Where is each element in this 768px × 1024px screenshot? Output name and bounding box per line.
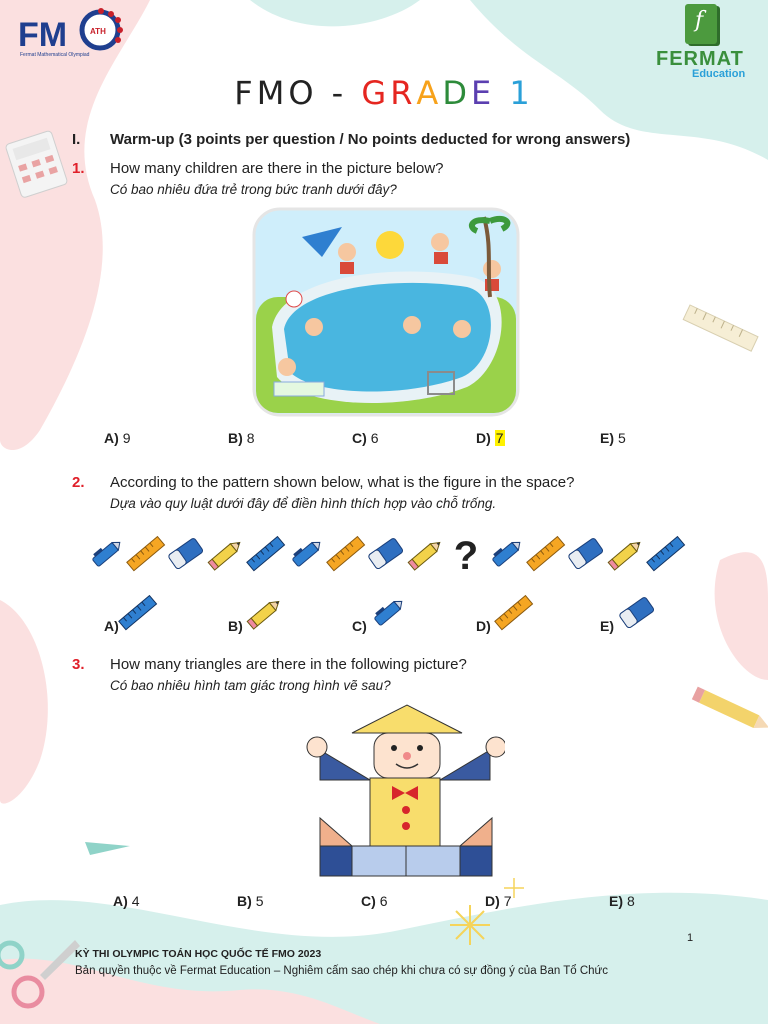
robot-figure xyxy=(300,700,505,880)
q3-option-b[interactable]: B) 5 xyxy=(237,893,264,909)
svg-text:FM: FM xyxy=(18,16,68,54)
pencil-icon xyxy=(245,593,285,633)
title-grade-letter: A xyxy=(416,74,443,112)
ruler-icon xyxy=(494,593,534,633)
fmo-logo xyxy=(18,6,128,62)
q2-option-c[interactable]: C) xyxy=(352,618,367,634)
fmo-tagline: Fermat Mathematical Olympiad xyxy=(20,52,90,58)
ruler-blue-icon xyxy=(246,534,286,574)
question-1-number: 1. xyxy=(72,160,85,177)
ruler-icon xyxy=(126,534,166,574)
question-mark: ? xyxy=(453,534,479,578)
section-title: Warm-up (3 points per question / No points deducted for wrong answers) xyxy=(110,131,631,148)
q2-option-d[interactable]: D) xyxy=(476,618,491,634)
title-grade-letter: E xyxy=(470,74,496,112)
footer-copyright: Bản quyền thuộc về Fermat Education – Nghiêm cấm sao chép khi chưa có sự đồng ý của Ban Tổ Chức xyxy=(75,965,609,977)
footer-title: KỲ THI OLYMPIC TOÁN HỌC QUỐC TẾ FMO 2023 xyxy=(75,948,322,960)
q3-option-e[interactable]: E) 8 xyxy=(609,893,635,909)
q1-option-c[interactable]: C) 6 xyxy=(352,430,379,446)
q2-option-b[interactable]: B) xyxy=(228,618,243,634)
question-3-text: How many triangles are there in the following picture? xyxy=(110,656,467,673)
ruler-blue-icon xyxy=(646,534,686,574)
q1-option-b[interactable]: B) 8 xyxy=(228,430,255,446)
question-1-text: How many children are there in the picture below? xyxy=(110,160,444,177)
q2-option-a[interactable]: A) xyxy=(104,618,119,634)
page-number: 1 xyxy=(687,932,694,944)
title-grade-letter xyxy=(495,74,509,112)
pencil-icon xyxy=(406,534,446,574)
title-grade-letter: D xyxy=(442,74,471,112)
page-title xyxy=(0,74,768,112)
title-grade-letter: 1 xyxy=(509,74,534,112)
ruler-icon xyxy=(526,534,566,574)
title-grade xyxy=(361,74,533,112)
eraser-icon xyxy=(166,534,206,574)
q3-option-d[interactable]: D) 7 xyxy=(485,893,512,909)
pattern-row xyxy=(86,528,686,584)
q2-option-e[interactable]: E) xyxy=(600,618,614,634)
question-3-number: 3. xyxy=(72,656,85,673)
question-3-vi: Có bao nhiêu hình tam giác trong hình vẽ sau? xyxy=(110,678,391,693)
title-grade-letter: R xyxy=(390,74,417,112)
fermat-name: FERMAT xyxy=(656,48,744,70)
highlighted-answer: 7 xyxy=(495,430,504,446)
ruler-blue-icon xyxy=(118,593,158,633)
pen-icon xyxy=(286,534,326,574)
q3-option-a[interactable]: A) 4 xyxy=(113,893,140,909)
q3-option-c[interactable]: C) 6 xyxy=(361,893,388,909)
pen-icon xyxy=(486,534,526,574)
q1-option-a[interactable]: A) 9 xyxy=(104,430,131,446)
question-2-number: 2. xyxy=(72,474,85,491)
fermat-book-icon: f xyxy=(685,4,717,44)
eraser-icon xyxy=(566,534,606,574)
pool-picture xyxy=(252,207,520,417)
question-2-vi: Dựa vào quy luật dưới đây để điền hình thích hợp vào chỗ trống. xyxy=(110,496,497,511)
pencil-icon xyxy=(206,534,246,574)
eraser-icon xyxy=(366,534,406,574)
question-1-vi: Có bao nhiêu đứa trẻ trong bức tranh dưới đây? xyxy=(110,182,397,197)
pen-icon xyxy=(368,593,408,633)
section-number: I. xyxy=(72,131,81,148)
q1-option-d[interactable]: D) 7 xyxy=(476,430,504,446)
svg-text:ATH: ATH xyxy=(90,27,106,36)
title-left: FMO - xyxy=(234,74,362,112)
pencil-icon xyxy=(606,534,646,574)
question-2-text: According to the pattern shown below, what is the figure in the space? xyxy=(110,474,575,491)
q1-option-e[interactable]: E) 5 xyxy=(600,430,626,446)
title-grade-letter: G xyxy=(361,74,391,112)
fermat-logo xyxy=(650,4,760,82)
ruler-icon xyxy=(326,534,366,574)
fermat-sub: Education xyxy=(692,68,746,80)
eraser-icon xyxy=(617,593,657,633)
pen-icon xyxy=(86,534,126,574)
